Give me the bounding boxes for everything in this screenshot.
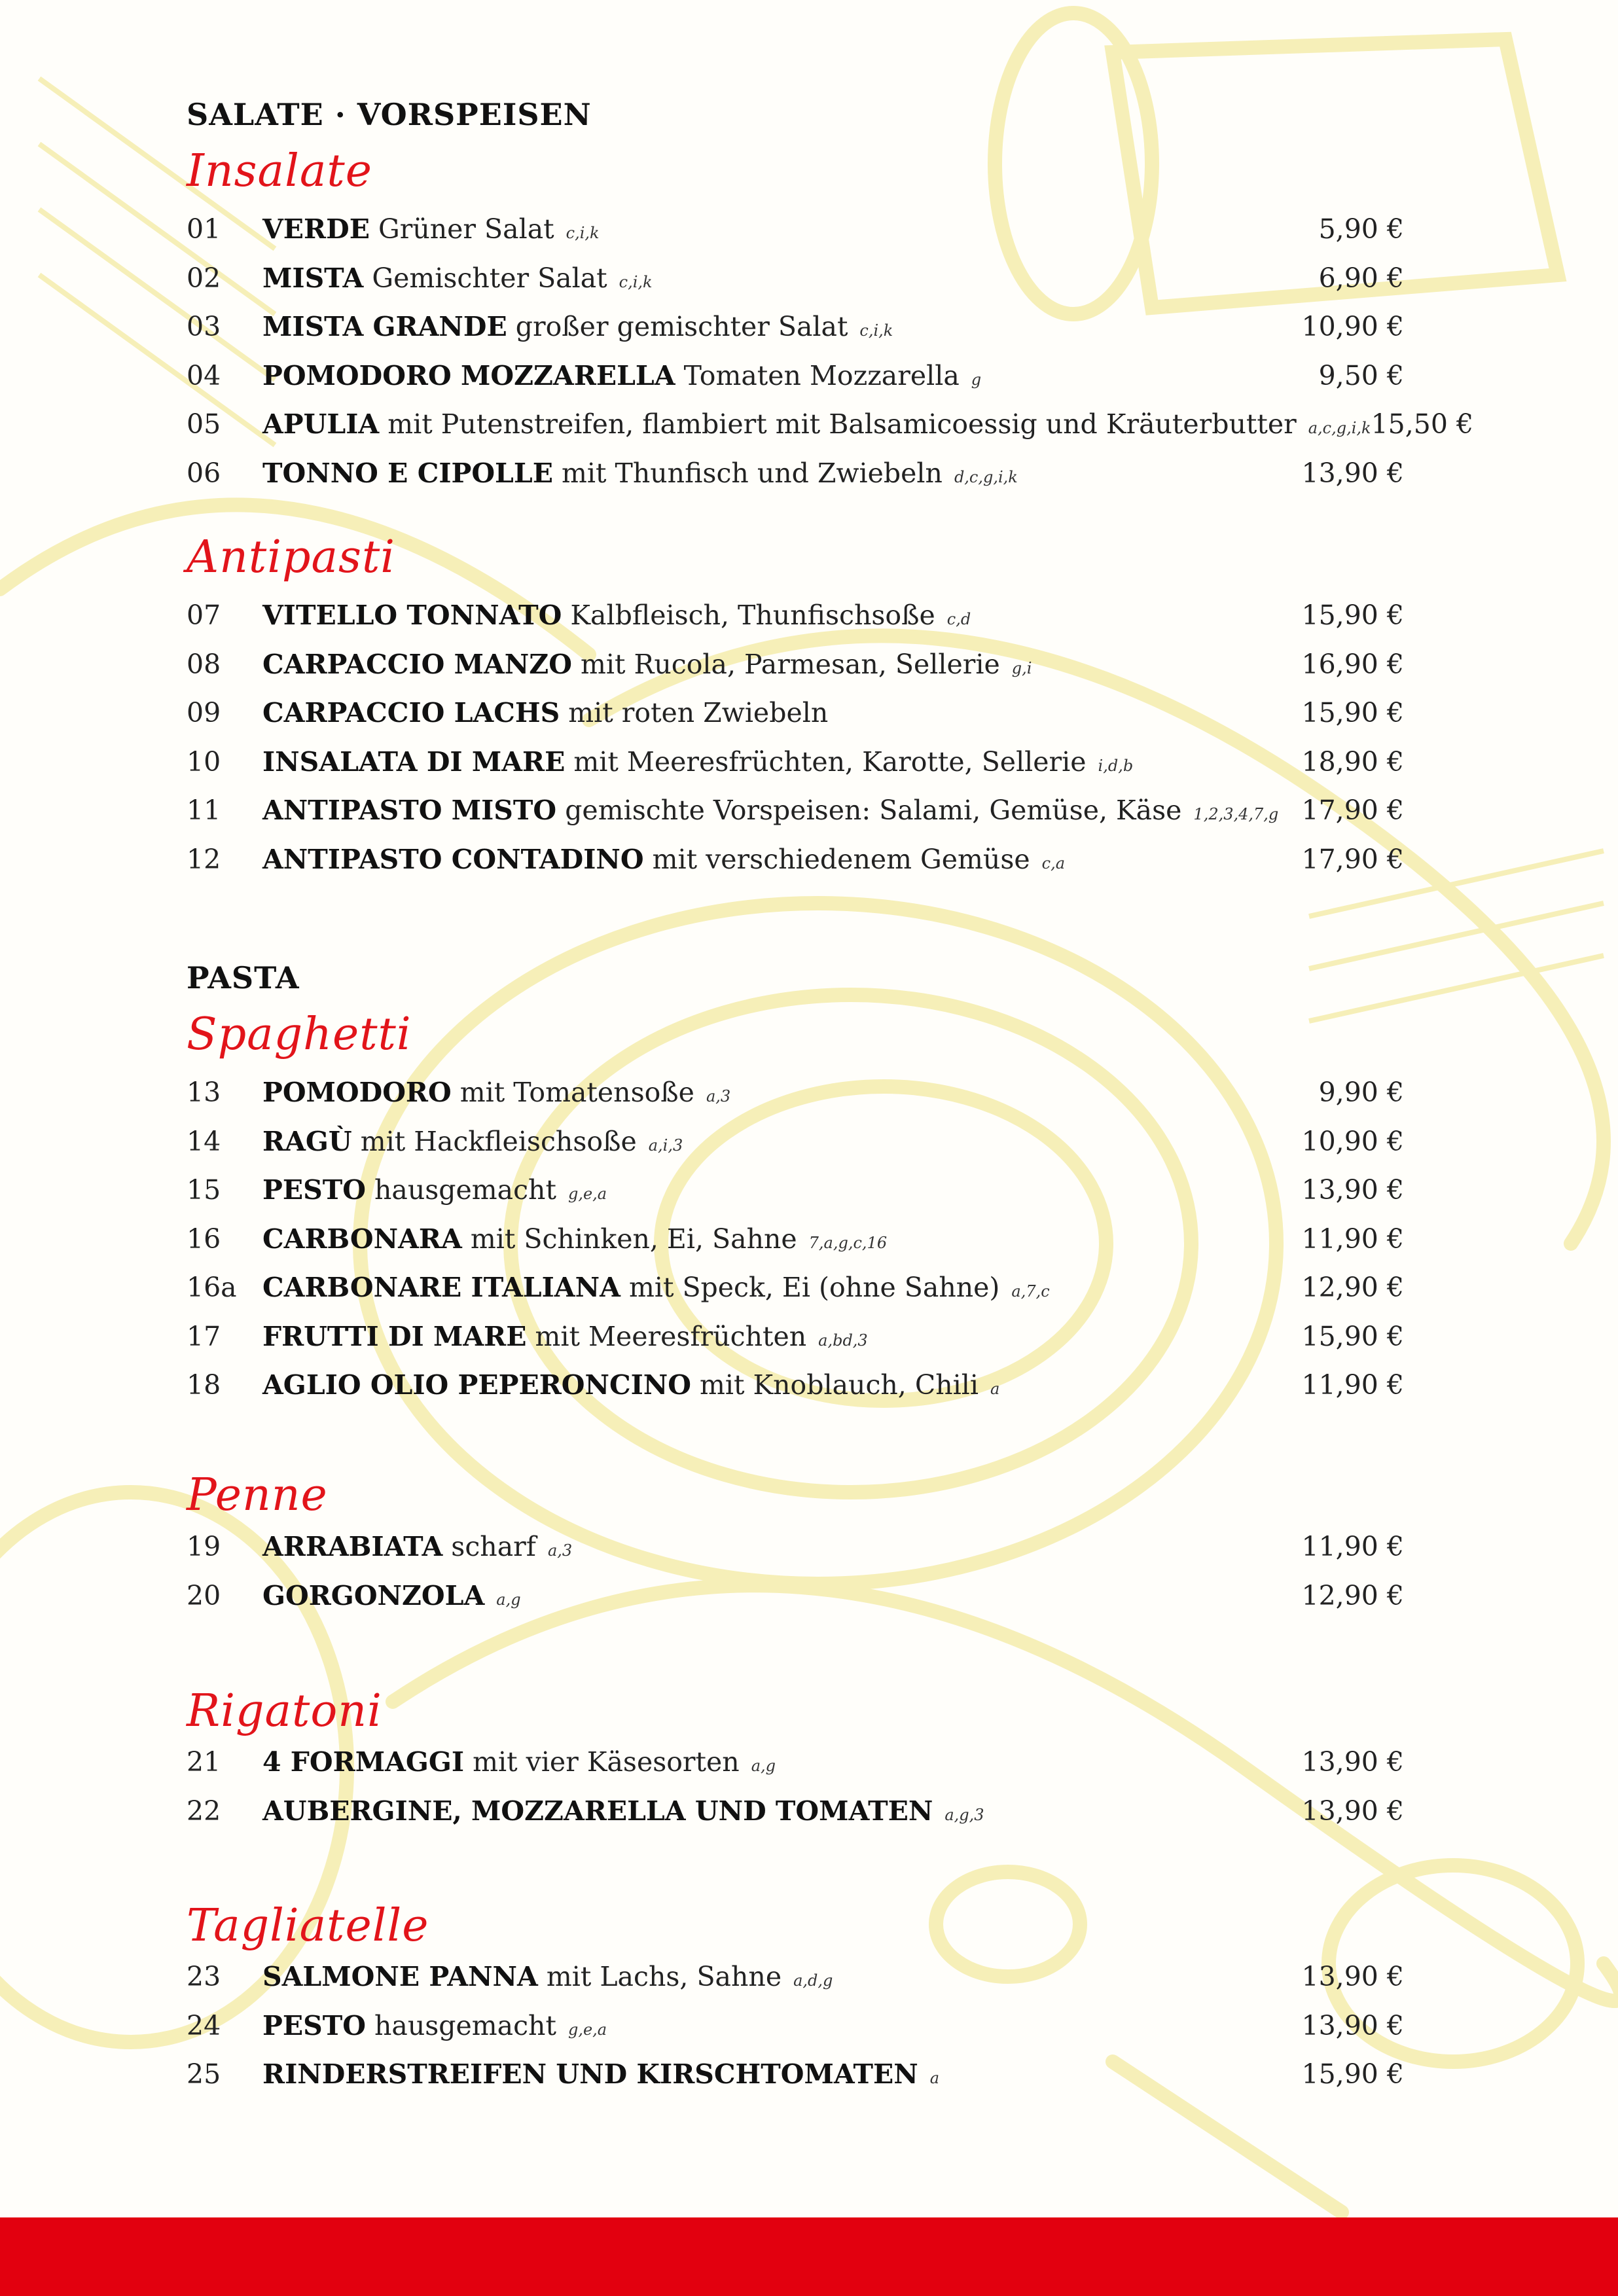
menu-item	[187, 689, 1404, 737]
item-name: FRUTTI DI MARE	[262, 1320, 527, 1352]
item-number: 09	[187, 697, 221, 728]
menu-item	[187, 1787, 1404, 1835]
item-description-line	[262, 2050, 1302, 2102]
item-allergens: g,e,a	[567, 2020, 607, 2039]
item-name: GORGONZOLA	[262, 1579, 485, 1611]
item-description-line	[262, 591, 1302, 643]
item-name: PESTO	[262, 1174, 366, 1206]
item-price: 15,90 €	[1301, 697, 1404, 728]
item-allergens: a,3	[706, 1087, 731, 1105]
item-description-line	[262, 1263, 1302, 1316]
menu-item	[187, 302, 1404, 351]
item-number: 02	[187, 262, 221, 294]
category-title-penne: Penne	[187, 1469, 328, 1521]
item-name: AUBERGINE, MOZZARELLA UND TOMATEN	[262, 1795, 933, 1827]
item-name: VITELLO TONNATO	[262, 600, 562, 631]
item-description-line	[262, 640, 1302, 692]
item-price: 9,50 €	[1318, 359, 1404, 391]
item-price: 15,90 €	[1301, 2058, 1404, 2090]
item-number: 20	[187, 1579, 221, 1611]
item-allergens: a,g	[751, 1757, 776, 1775]
item-name: PESTO	[262, 2009, 366, 2041]
item-number: 22	[187, 1795, 221, 1827]
item-price: 11,90 €	[1301, 1531, 1404, 1562]
item-number: 04	[187, 359, 221, 391]
item-name: POMODORO	[262, 1077, 452, 1108]
item-description: Grüner Salat	[378, 213, 554, 245]
item-allergens: d,c,g,i,k	[954, 467, 1018, 486]
item-name: MISTA GRANDE	[262, 311, 507, 342]
item-price: 18,90 €	[1301, 745, 1404, 778]
item-name: RAGÙ	[262, 1125, 352, 1157]
item-description-line	[262, 254, 1319, 306]
item-number: 18	[187, 1369, 221, 1401]
item-allergens: a,g,3	[944, 1805, 984, 1824]
item-price: 13,90 €	[1301, 1174, 1404, 1206]
item-allergens: a,3	[547, 1541, 573, 1560]
item-price: 13,90 €	[1301, 457, 1404, 489]
item-allergens: a	[929, 2069, 939, 2087]
menu-item	[187, 2001, 1404, 2050]
item-allergens: g,i	[1011, 658, 1032, 677]
item-number: 23	[187, 1961, 221, 1992]
item-price: 6,90 €	[1318, 262, 1404, 294]
item-name: CARBONARE ITALIANA	[262, 1272, 620, 1303]
section-title-salate: SALATE · VORSPEISEN	[187, 97, 592, 132]
menu-item	[187, 786, 1404, 834]
item-price: 11,90 €	[1301, 1223, 1404, 1255]
menu-item	[187, 640, 1404, 689]
item-name: CARPACCIO LACHS	[262, 697, 560, 728]
item-name: ARRABIATA	[262, 1531, 443, 1562]
menu-item	[187, 1952, 1404, 2001]
item-number: 15	[187, 1174, 221, 1206]
item-price: 10,90 €	[1301, 311, 1404, 342]
item-name: 4 FORMAGGI	[262, 1746, 465, 1778]
item-number: 03	[187, 311, 221, 342]
category-title-spaghetti: Spaghetti	[187, 1009, 412, 1060]
item-allergens: i,d,b	[1098, 756, 1134, 775]
item-description-line	[262, 835, 1302, 888]
item-price: 11,90 €	[1301, 1369, 1404, 1401]
item-name: SALMONE PANNA	[262, 1961, 538, 1992]
item-description-line	[262, 302, 1302, 355]
menu-item	[187, 1571, 1404, 1620]
item-description: mit roten Zwiebeln	[568, 697, 829, 728]
item-price: 17,90 €	[1301, 795, 1404, 826]
category-title-antipasti: Antipasti	[187, 531, 396, 583]
item-price: 13,90 €	[1301, 1795, 1404, 1827]
item-description: scharf	[451, 1531, 536, 1562]
item-allergens: a,7,c	[1011, 1282, 1050, 1300]
item-description: mit Meeresfrüchten	[535, 1320, 807, 1352]
item-description: mit Knoblauch, Chili	[700, 1369, 979, 1401]
item-description-line	[262, 400, 1371, 452]
item-description-line	[262, 205, 1319, 257]
item-description-line	[262, 1522, 1302, 1575]
item-price: 5,90 €	[1318, 213, 1404, 245]
item-price: 15,90 €	[1301, 600, 1404, 631]
item-number: 17	[187, 1320, 221, 1352]
item-description-line	[262, 738, 1302, 790]
item-number: 21	[187, 1746, 221, 1778]
item-description: mit Thunfisch und Zwiebeln	[562, 457, 943, 489]
item-name: VERDE	[262, 213, 370, 245]
item-number: 13	[187, 1077, 221, 1108]
item-number: 06	[187, 457, 221, 489]
menu-item	[187, 1738, 1404, 1786]
item-description-line	[262, 351, 1319, 404]
item-number: 16a	[187, 1272, 237, 1303]
item-price: 10,90 €	[1301, 1125, 1404, 1157]
menu-item	[187, 351, 1404, 400]
item-allergens: c,i,k	[566, 224, 600, 242]
item-description-line	[262, 1787, 1302, 1839]
item-price: 17,90 €	[1301, 843, 1404, 875]
item-description: mit Meeresfrüchten, Karotte, Sellerie	[573, 745, 1087, 778]
item-name: CARPACCIO MANZO	[262, 648, 572, 680]
item-description: mit Hackfleischsoße	[360, 1125, 637, 1157]
item-name: POMODORO MOZZARELLA	[262, 359, 675, 391]
menu-item	[187, 1361, 1404, 1409]
item-allergens: g,e,a	[567, 1185, 607, 1203]
item-allergens: a,g	[496, 1590, 521, 1609]
item-allergens: a	[990, 1380, 1000, 1398]
item-number: 07	[187, 600, 221, 631]
item-allergens: 1,2,3,4,7,g	[1193, 805, 1279, 823]
item-allergens: c,i,k	[619, 272, 653, 291]
item-number: 11	[187, 795, 221, 826]
menu-item	[187, 400, 1474, 448]
item-description: Gemischter Salat	[372, 262, 607, 294]
item-description: hausgemacht	[374, 1174, 556, 1206]
item-description-line	[262, 689, 1302, 737]
item-description-line	[262, 1952, 1302, 2005]
menu-item	[187, 449, 1404, 497]
menu-item	[187, 738, 1404, 786]
item-number: 10	[187, 745, 221, 778]
item-description-line	[262, 1361, 1302, 1413]
category-title-insalate: Insalate	[187, 145, 372, 197]
item-price: 16,90 €	[1301, 648, 1404, 680]
item-allergens: a,d,g	[793, 1971, 833, 1990]
menu-item	[187, 591, 1404, 639]
item-number: 19	[187, 1531, 221, 1562]
item-price: 13,90 €	[1301, 1746, 1404, 1778]
menu-item	[187, 254, 1404, 302]
item-allergens: 7,a,g,c,16	[808, 1233, 888, 1252]
item-price: 12,90 €	[1301, 1272, 1404, 1303]
item-name: ANTIPASTO CONTADINO	[262, 843, 644, 875]
category-title-tagliatelle: Tagliatelle	[187, 1900, 429, 1952]
item-description: mit Rucola, Parmesan, Sellerie	[580, 648, 1000, 680]
item-description: Tomaten Mozzarella	[683, 359, 960, 391]
item-description: hausgemacht	[374, 2009, 556, 2041]
item-number: 25	[187, 2058, 221, 2090]
item-allergens: a,i,3	[648, 1136, 683, 1155]
item-description-line	[262, 2001, 1302, 2054]
item-description-line	[262, 449, 1302, 501]
item-description-line	[262, 1738, 1302, 1790]
item-description: großer gemischter Salat	[515, 311, 848, 342]
item-allergens: a,bd,3	[818, 1331, 868, 1350]
item-name: ANTIPASTO MISTO	[262, 795, 557, 826]
item-description: mit Speck, Ei (ohne Sahne)	[628, 1272, 1000, 1303]
item-name: TONNO E CIPOLLE	[262, 457, 553, 489]
section-title-pasta: PASTA	[187, 960, 300, 996]
item-price: 9,90 €	[1318, 1077, 1404, 1108]
item-allergens: c,a	[1041, 853, 1066, 872]
footer-red-bar	[0, 2217, 1618, 2296]
item-allergens: g	[971, 370, 982, 389]
category-title-rigatoni: Rigatoni	[187, 1685, 382, 1737]
item-allergens: c,d	[946, 610, 971, 628]
item-description-line	[262, 1117, 1302, 1170]
menu-item	[187, 205, 1404, 253]
item-description: mit Lachs, Sahne	[546, 1961, 782, 1992]
item-description-line	[262, 1068, 1319, 1121]
item-name: CARBONARA	[262, 1223, 462, 1255]
item-number: 01	[187, 213, 221, 245]
item-number: 12	[187, 843, 221, 875]
menu-item	[187, 1068, 1404, 1117]
item-description-line	[262, 1215, 1302, 1267]
item-description: Kalbfleisch, Thunfischsoße	[570, 600, 935, 631]
item-allergens: a,c,g,i,k	[1308, 419, 1371, 437]
item-allergens: c,i,k	[859, 321, 893, 340]
item-price: 13,90 €	[1301, 2009, 1404, 2041]
item-price: 13,90 €	[1301, 1961, 1404, 1992]
item-name: APULIA	[262, 408, 380, 440]
item-name: MISTA	[262, 262, 364, 294]
item-description: mit Tomatensoße	[459, 1077, 694, 1108]
menu-item	[187, 1166, 1404, 1214]
item-name: RINDERSTREIFEN UND KIRSCHTOMATEN	[262, 2058, 918, 2090]
item-description-line	[262, 1571, 1302, 1624]
item-number: 05	[187, 408, 221, 440]
item-price: 15,90 €	[1301, 1320, 1404, 1352]
item-description: mit verschiedenem Gemüse	[652, 843, 1030, 875]
item-description: mit Schinken, Ei, Sahne	[470, 1223, 797, 1255]
item-name: INSALATA DI MARE	[262, 745, 566, 778]
menu-item	[187, 2050, 1404, 2098]
item-price: 15,50 €	[1371, 408, 1474, 440]
item-number: 24	[187, 2009, 221, 2041]
menu-item	[187, 1522, 1404, 1571]
menu-item	[187, 835, 1404, 884]
menu-item	[187, 1215, 1404, 1263]
item-price: 12,90 €	[1301, 1579, 1404, 1611]
item-number: 08	[187, 648, 221, 680]
item-description-line	[262, 1166, 1302, 1218]
item-number: 16	[187, 1223, 221, 1255]
item-name: AGLIO OLIO PEPERONCINO	[262, 1369, 691, 1401]
menu-item	[187, 1263, 1404, 1312]
item-number: 14	[187, 1125, 221, 1157]
menu-item	[187, 1117, 1404, 1166]
item-description: mit Putenstreifen, flambiert mit Balsamicoessig und Kräuterbutter	[387, 408, 1297, 440]
item-description-line	[262, 1312, 1302, 1365]
item-description: mit vier Käsesorten	[473, 1746, 740, 1778]
menu-item	[187, 1312, 1404, 1361]
item-description: gemischte Vorspeisen: Salami, Gemüse, Käse	[565, 795, 1182, 826]
item-description-line	[262, 786, 1302, 838]
